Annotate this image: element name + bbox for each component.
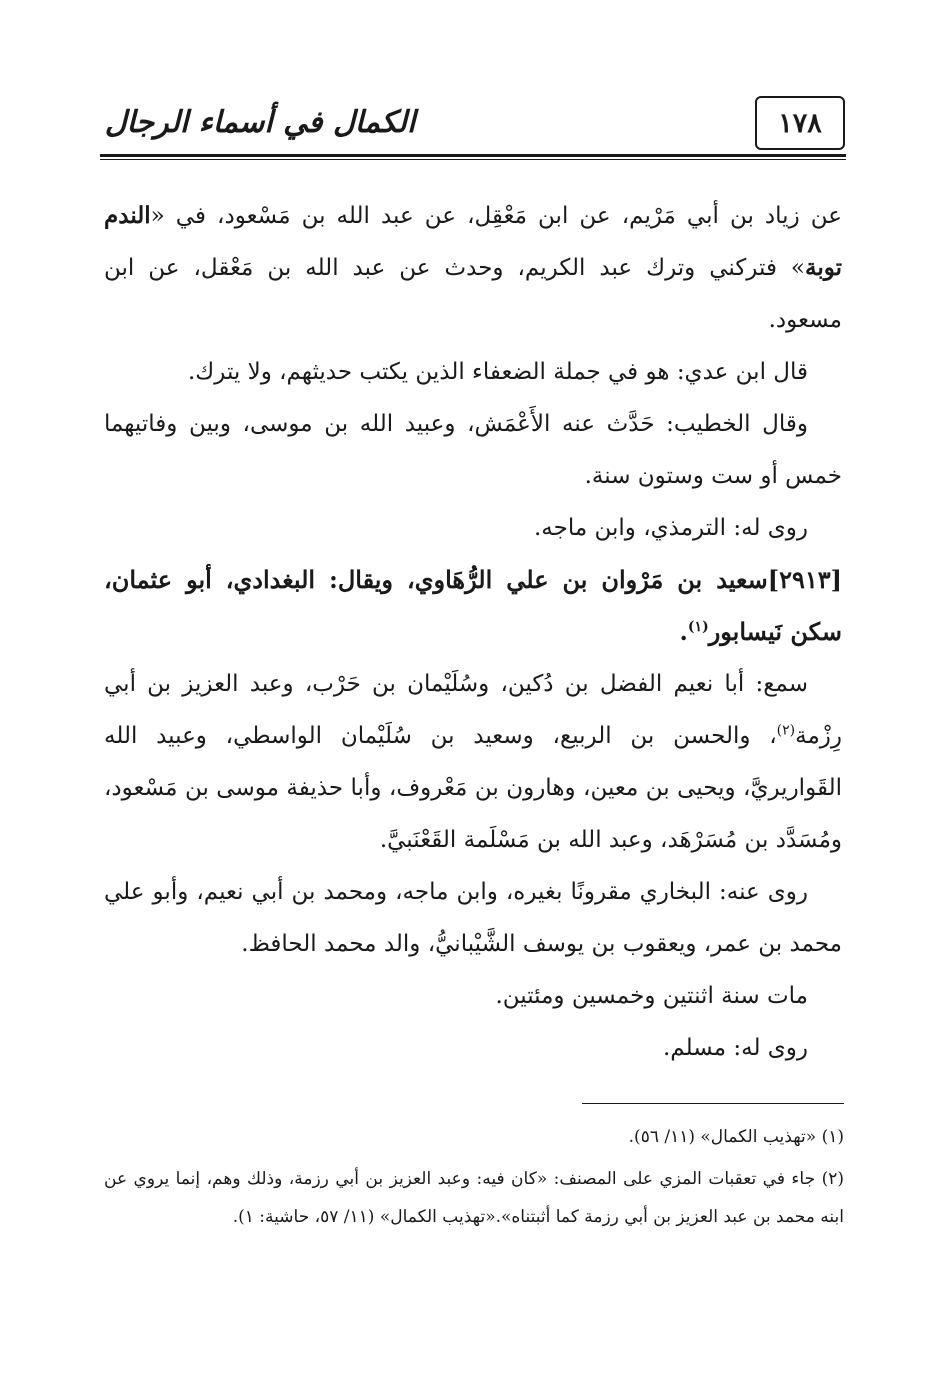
paragraph-1 [104, 190, 842, 346]
entry-heading-end: . [679, 617, 688, 646]
paragraph-5 [104, 658, 842, 866]
main-text [104, 190, 842, 1074]
footnote-ref-2[interactable]: (٢) [776, 722, 796, 739]
paragraph-4: روى له: الترمذي، وابن ماجه. [534, 515, 808, 541]
quoted-hadith: الندم توبة [104, 202, 842, 281]
footnote-ref-1[interactable]: (١) [687, 619, 709, 635]
footnote-2: (٢) جاء في تعقبات المزي على المصنف: «كان فيه: وعبد العزيز بن أبي رزمة، وذلك وهم، إنما يروي عن ابنه محمد بن عبد العزيز بن أبي رزمة كما أثبتناه».«تهذيب الكمال» (١١/ ٥٧، حاشية: ١). [104, 1169, 844, 1227]
paragraph-7: مات سنة اثنتين وخمسين ومئتين. [495, 983, 808, 1009]
paragraph-5-end: ، والحسن بن الربيع، وسعيد بن سُلَيْمان الواسطي، وعبيد الله القَواريريَّ، ويحيى بن معين، وهارون بن مَعْروف، وأبا حذيفة موسى بن مَسْعود، ومُسَدَّد بن مُسَرْهَد، وعبد الله بن مَسْلَمة القَعْنَبيَّ. [104, 723, 842, 853]
paragraph-1-start: عن زياد بن أبي مَرْيم، عن ابن مَعْقِل، عن عبد الله بن مَسْعود، في « [150, 203, 842, 229]
entry-heading [104, 554, 842, 658]
header-rule-thin [100, 159, 846, 160]
footnote-separator [582, 1103, 844, 1104]
paragraph-5-start: سمع: أبا نعيم الفضل بن دُكين، وسُلَيْمان بن حَرْب، وعبد العزيز بن أبي رِزْمة [104, 671, 842, 749]
footnote-1: (١) «تهذيب الكمال» (١١/ ٥٦). [628, 1127, 844, 1147]
entry-heading-text: [٢٩١٣]سعيد بن مَرْوان بن علي الرُّهَاوي، ويقال: البغدادي، أبو عثمان، سكن نَيسابور [104, 565, 842, 646]
paragraph-2: قال ابن عدي: هو في جملة الضعفاء الذين يكتب حديثهم، ولا يترك. [187, 359, 808, 385]
paragraph-6: روى عنه: البخاري مقرونًا بغيره، وابن ماجه، ومحمد بن أبي نعيم، وأبو علي محمد بن عمر، ويعقوب بن يوسف الشَّيْبانيُّ، والد محمد الحافظ. [104, 879, 842, 957]
paragraph-1-end: » فتركني وترك عبد الكريم، وحدث عن عبد الله بن مَعْقل، عن ابن مسعود. [104, 255, 842, 333]
paragraph-3: وقال الخطيب: حَدَّث عنه الأَعْمَش، وعبيد الله بن موسى، وبين وفاتيهما خمس أو ست وستون سنة. [104, 411, 842, 489]
header-rule [100, 154, 846, 157]
page-header [100, 96, 845, 152]
book-title: الكمال في أسماء الرجال [104, 105, 416, 140]
paragraph-8: روى له: مسلم. [663, 1035, 808, 1061]
footnotes [104, 1118, 844, 1240]
page-number: ١٧٨ [755, 96, 845, 150]
